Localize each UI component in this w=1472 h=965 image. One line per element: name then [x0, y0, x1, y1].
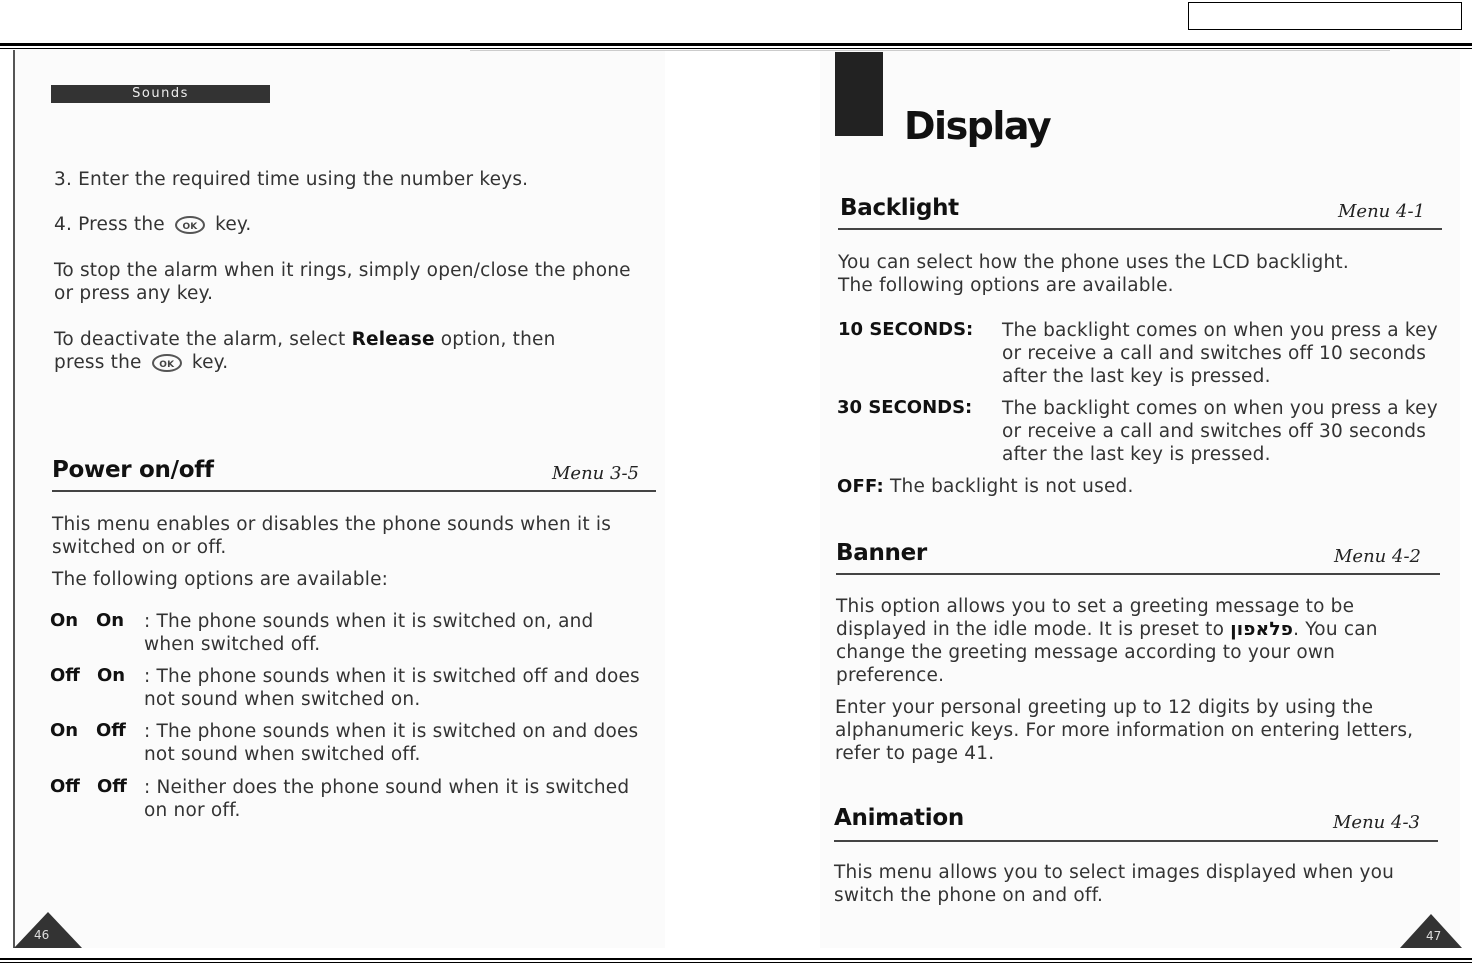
option-label-b: On — [96, 610, 125, 631]
page-number-47 — [1400, 912, 1462, 948]
power-intro: The following options are available: — [52, 569, 389, 590]
ok-key-icon: OK — [175, 216, 205, 234]
deactivate-text-d: key. — [191, 352, 229, 373]
option-10-seconds-label: 10 SECONDS: — [838, 319, 974, 340]
top-rule — [0, 43, 1472, 46]
animation-rule — [834, 840, 1438, 842]
banner-text-a: This option allows you to set a greeting message to be displayed in the idle mode. It is preset to — [836, 596, 1355, 640]
option-label-a: Off — [50, 776, 80, 797]
power-menu-ref: Menu 3-5 — [552, 463, 639, 484]
section-tab-sounds: Sounds — [51, 85, 270, 103]
animation-menu-ref: Menu 4-3 — [1333, 812, 1420, 833]
display-title: Display — [904, 104, 1051, 148]
power-description: This menu enables or disables the phone sounds when it is switched on or off. — [52, 514, 612, 558]
option-text: : The phone sounds when it is switched on and does not sound when switched off. — [144, 721, 639, 765]
power-heading: Power on/off — [52, 457, 214, 483]
animation-heading: Animation — [834, 805, 964, 831]
option-10-seconds-text: The backlight comes on when you press a key or receive a call and switches off 10 seconds after the last key is pressed. — [1002, 320, 1438, 387]
option-text: : The phone sounds when it is switched off and does not sound when switched on. — [144, 666, 640, 710]
animation-description: This menu allows you to select images displayed when you switch the phone on and off. — [834, 862, 1395, 906]
ok-key-icon: OK — [152, 354, 182, 372]
step-4-text: 4. Press the — [54, 214, 165, 235]
option-label-a: On — [50, 720, 79, 741]
release-option: Release — [351, 329, 435, 350]
banner-paragraph-2: Enter your personal greeting up to 12 digits by using the alphanumeric keys. For more information on entering letters, refer to page 41. — [835, 697, 1414, 764]
option-label-b: Off — [97, 776, 127, 797]
page-number-text: 46 — [34, 928, 50, 942]
option-label-b: On — [97, 665, 126, 686]
banner-menu-ref: Menu 4-2 — [1334, 546, 1421, 567]
option-off-text: The backlight is not used. — [890, 476, 1134, 497]
deactivate-text-a: To deactivate the alarm, select — [54, 329, 346, 350]
power-rule — [52, 490, 656, 492]
top-rule-thin — [0, 48, 1472, 49]
bottom-rule-thin — [0, 962, 1472, 963]
option-off-label: OFF: — [837, 476, 884, 497]
option-label-a: Off — [50, 665, 80, 686]
option-text: : Neither does the phone sound when it is switched on nor off. — [144, 777, 630, 821]
page-top-line — [470, 50, 1390, 51]
step-4 — [54, 213, 654, 236]
stop-alarm-paragraph: To stop the alarm when it rings, simply open/close the phone or press any key. — [54, 260, 631, 304]
bottom-rule — [0, 958, 1472, 960]
banner-text-b: . You can change the greeting message according to your own preference. — [836, 619, 1378, 686]
backlight-menu-ref: Menu 4-1 — [1338, 201, 1425, 222]
backlight-description: You can select how the phone uses the LCD backlight. The following options are available. — [838, 252, 1349, 296]
option-30-seconds-label: 30 SECONDS: — [837, 397, 973, 418]
page-number-46 — [14, 910, 82, 948]
deactivate-text-c: press the — [54, 352, 142, 373]
step-4-suffix: key. — [215, 214, 252, 235]
option-30-seconds-text: The backlight comes on when you press a key or receive a call and switches off 30 seconds after the last key is pressed. — [1002, 398, 1438, 465]
banner-rule — [836, 573, 1440, 575]
option-off — [837, 475, 1437, 498]
banner-preset-text: פלאפון — [1230, 619, 1294, 640]
banner-paragraph-1 — [836, 595, 1436, 687]
page-number-text: 47 — [1426, 929, 1442, 943]
backlight-rule — [838, 228, 1442, 230]
header-box — [1188, 2, 1462, 30]
option-label-a: On — [50, 610, 79, 631]
step-3: 3. Enter the required time using the number keys. — [54, 169, 529, 190]
option-text: : The phone sounds when it is switched on, and when switched off. — [144, 611, 594, 655]
deactivate-paragraph — [54, 328, 644, 374]
backlight-heading: Backlight — [840, 195, 959, 221]
banner-heading: Banner — [836, 540, 927, 566]
display-section-bar — [835, 52, 883, 136]
option-label-b: Off — [96, 720, 126, 741]
deactivate-text-b: option, then — [440, 329, 556, 350]
